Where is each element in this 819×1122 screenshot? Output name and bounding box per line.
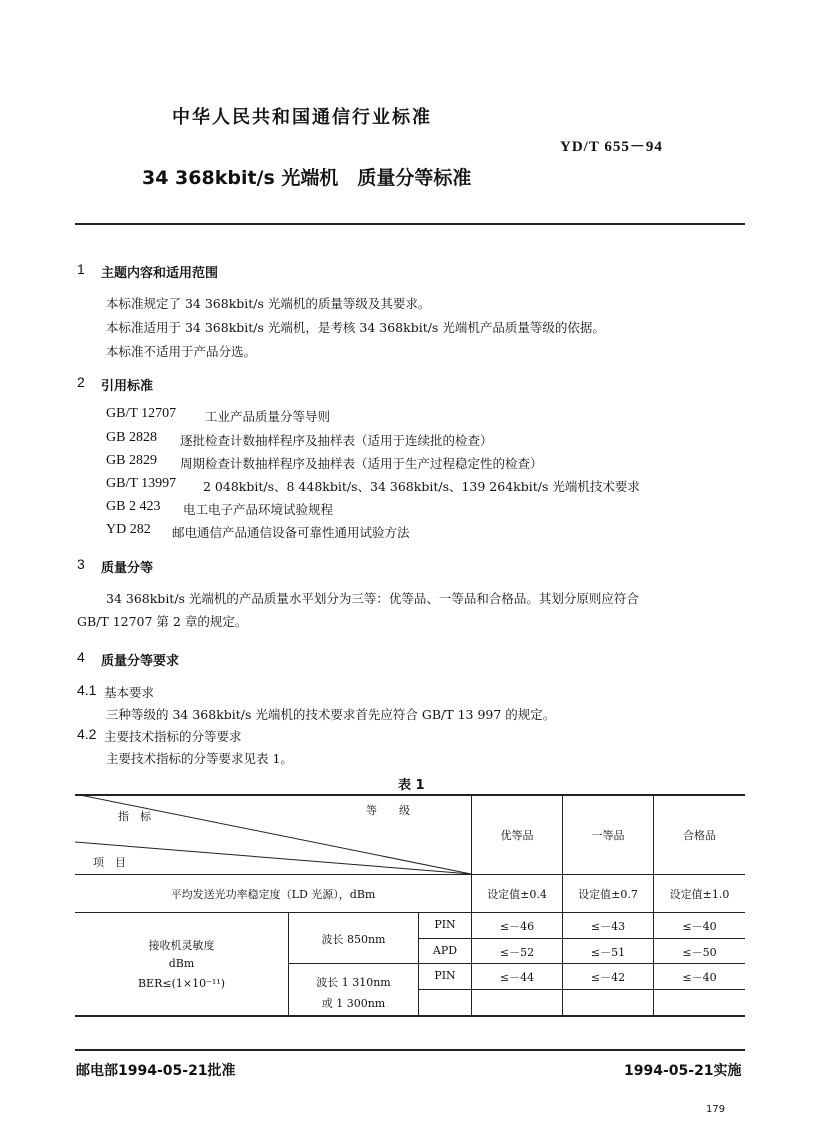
corner-item-label: 项 目: [93, 856, 126, 869]
ref-text: 电工电子产品环境试验规程: [183, 502, 334, 517]
section-2-number: 2: [77, 374, 85, 390]
section-3-para-line-1: 34 368kbit/s 光端机的产品质量水平划分为三等：优等品、一等品和合格品。其划分原则应符合: [106, 591, 639, 606]
diagonal-line: [75, 794, 471, 874]
section-3-number: 3: [77, 556, 85, 572]
sensitivity-label: 接收机灵敏度: [148, 939, 215, 952]
grade-header: 一等品: [591, 829, 625, 842]
ref-code: GB 2828: [106, 430, 157, 445]
footer-rule: [75, 1049, 745, 1051]
corner-grade-label: 等 级: [366, 804, 410, 817]
subsection-4-2-number: 4.2: [77, 726, 97, 742]
detector-pin: PIN: [434, 969, 456, 982]
table-rule: [418, 938, 745, 939]
pin1310-value: ≤－40: [682, 971, 717, 984]
table-caption: 表 1: [398, 778, 425, 793]
org-title: 中华人民共和国通信行业标准: [172, 107, 432, 128]
subsection-4-1-title: 基本要求: [104, 685, 155, 700]
ref-code: GB 2 423: [106, 499, 161, 514]
ref-text: 工业产品质量分等导则: [205, 409, 331, 424]
section-4-title: 质量分等要求: [101, 654, 180, 669]
power-value: 设定值±0.4: [487, 888, 547, 901]
table-rule: [418, 989, 745, 990]
table-rule: [75, 912, 745, 913]
pin1310-value: ≤－42: [590, 971, 626, 984]
ref-code: GB/T 12707: [106, 406, 177, 421]
subsection-4-2-text: 主要技术指标的分等要求见表 1。: [106, 751, 293, 766]
pin850-value: ≤－46: [499, 920, 535, 933]
ref-text: 周期检查计数抽样程序及抽样表（适用于生产过程稳定性的检查）: [180, 456, 543, 471]
section-3-para-line-2: GB/T 12707 第 2 章的规定。: [77, 614, 248, 629]
wavelength-1310: 波长 1 310nm: [316, 976, 391, 989]
sensitivity-ber: BER≤(1×10⁻¹¹): [137, 977, 226, 990]
pin850-value: ≤－40: [682, 920, 717, 933]
section-3-title: 质量分等: [101, 561, 154, 576]
subsection-4-1-text: 三种等级的 34 368kbit/s 光端机的技术要求首先应符合 GB/T 13 997 的规定。: [106, 707, 556, 722]
table-header-diagonals: [75, 794, 472, 875]
document-title: 34 368kbit/s 光端机 质量分等标准: [142, 167, 472, 189]
diagonal-line: [75, 842, 471, 874]
effective-date: 1994-05-21实施: [624, 1063, 742, 1079]
wavelength-1300: 或 1 300nm: [321, 997, 386, 1010]
wavelength-850: 波长 850nm: [321, 933, 386, 946]
sensitivity-unit: dBm: [168, 957, 195, 970]
section-1-number: 1: [77, 261, 85, 277]
ref-code: GB 2829: [106, 453, 157, 468]
power-value: 设定值±0.7: [578, 888, 638, 901]
apd850-value: ≤－52: [499, 946, 535, 959]
issued-date: 邮电部1994-05-21批准: [76, 1063, 236, 1079]
pin1310-value: ≤－44: [499, 971, 535, 984]
detector-apd: APD: [432, 944, 458, 957]
section-1-para-3: 本标准不适用于产品分选。: [106, 344, 257, 359]
subsection-4-2-title: 主要技术指标的分等要求: [104, 729, 242, 744]
ref-code: GB/T 13997: [106, 476, 177, 491]
section-4-number: 4: [77, 649, 85, 665]
ref-text: 2 048kbit/s、8 448kbit/s、34 368kbit/s、139 264kbit/s 光端机技术要求: [203, 479, 640, 494]
section-1-para-1: 本标准规定了 34 368kbit/s 光端机的质量等级及其要求。: [106, 296, 431, 311]
pin850-value: ≤－43: [590, 920, 626, 933]
grade-header: 优等品: [500, 829, 534, 842]
row-power-label: 平均发送光功率稳定度（LD 光源），dBm: [170, 888, 376, 901]
table-rule: [288, 963, 745, 964]
grade-header: 合格品: [683, 829, 716, 842]
section-1-title: 主题内容和适用范围: [101, 266, 219, 281]
power-value: 设定值±1.0: [669, 888, 730, 901]
table-bottom-rule: [75, 1015, 745, 1017]
detector-pin: PIN: [434, 918, 456, 931]
title-rule: [75, 223, 745, 225]
section-2-title: 引用标准: [101, 379, 154, 394]
section-1-para-2: 本标准适用于 34 368kbit/s 光端机，是考核 34 368kbit/s 光端机产品质量等级的依据。: [106, 320, 605, 335]
ref-text: 逐批检查计数抽样程序及抽样表（适用于连续批的检查）: [180, 433, 493, 448]
ref-text: 邮电通信产品通信设备可靠性通用试验方法: [172, 525, 410, 540]
ref-code: YD 282: [106, 522, 151, 537]
subsection-4-1-number: 4.1: [77, 682, 97, 698]
apd850-value: ≤－50: [682, 946, 717, 959]
corner-indicator-label: 指 标: [118, 810, 151, 823]
page-number: 179: [706, 1104, 726, 1115]
apd850-value: ≤－51: [590, 946, 626, 959]
standard-code: YD/T 655－94: [560, 139, 663, 155]
